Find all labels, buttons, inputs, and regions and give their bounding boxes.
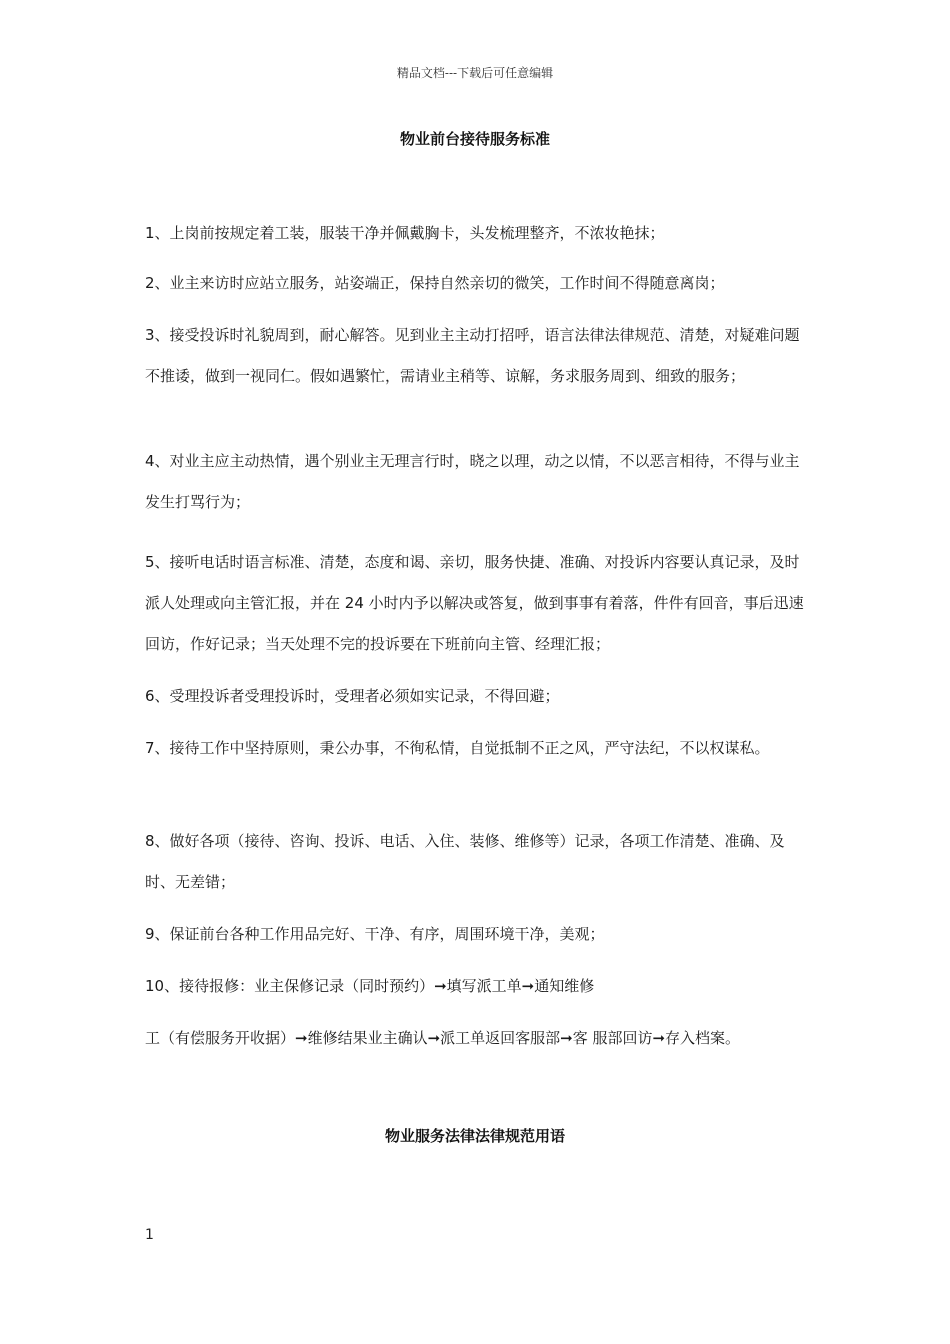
list-item-9: 9、保证前台各种工作用品完好、干净、有序，周围环境干净，美观； <box>145 925 605 943</box>
section-title: 物业服务法律法律规范用语 <box>384 1127 565 1145</box>
list-item-7: 7、接待工作中坚持原则，秉公办事，不徇私情，自觉抵制不正之风，严守法纪，不以权谋私。 <box>145 739 770 757</box>
list-item-5: 5、接听电话时语言标准、清楚，态度和谒、亲切，服务快捷、准确、对投诉内容要认真记录，及时派人处理或向主管汇报，并在 24 小时内予以解决或答复，做到事事有着落，件件有回音，事后迅速回访，作好记录；当天处理不完的投诉要在下班前向主管、经理汇报； <box>145 553 804 653</box>
list-item-3: 3、接受投诉时礼貌周到，耐心解答。见到业主主动打招呼，语言法律法律规范、清楚，对疑难问题不推诿，做到一视同仁。假如遇繁忙，需请业主稍等、谅解，务求服务周到、细致的服务； <box>145 326 800 385</box>
list-item-8: 8、做好各项（接待、咨询、投诉、电话、入住、装修、维修等）记录，各项工作清楚、准确、及时、无差错； <box>145 832 785 891</box>
list-item-4: 4、对业主应主动热情，遇个别业主无理言行时，晓之以理，动之以情，不以恶言相待，不得与业主发生打骂行为； <box>145 452 800 511</box>
list-item-10: 10、接待报修：业主保修记录（同时预约）➞填写派工单➞通知维修 <box>145 977 595 995</box>
page-title: 物业前台接待服务标准 <box>399 130 550 148</box>
list-item-10-continued: 工（有偿服务开收据）➞维修结果业主确认➞派工单返回客服部➞客 服部回访➞存入档案。 <box>145 1029 741 1047</box>
list-item-2: 2、业主来访时应站立服务，站姿端正，保持自然亲切的微笑，工作时间不得随意离岗； <box>145 274 725 292</box>
list-item-6: 6、受理投诉者受理投诉时，受理者必须如实记录，不得回避； <box>145 687 560 705</box>
page-number: 1 <box>145 1227 154 1243</box>
header-note: 精品文档---下载后可任意编辑 <box>396 66 554 80</box>
list-item-1: 1、上岗前按规定着工装，服装干净并佩戴胸卡，头发梳理整齐，不浓妆艳抹； <box>145 224 665 242</box>
